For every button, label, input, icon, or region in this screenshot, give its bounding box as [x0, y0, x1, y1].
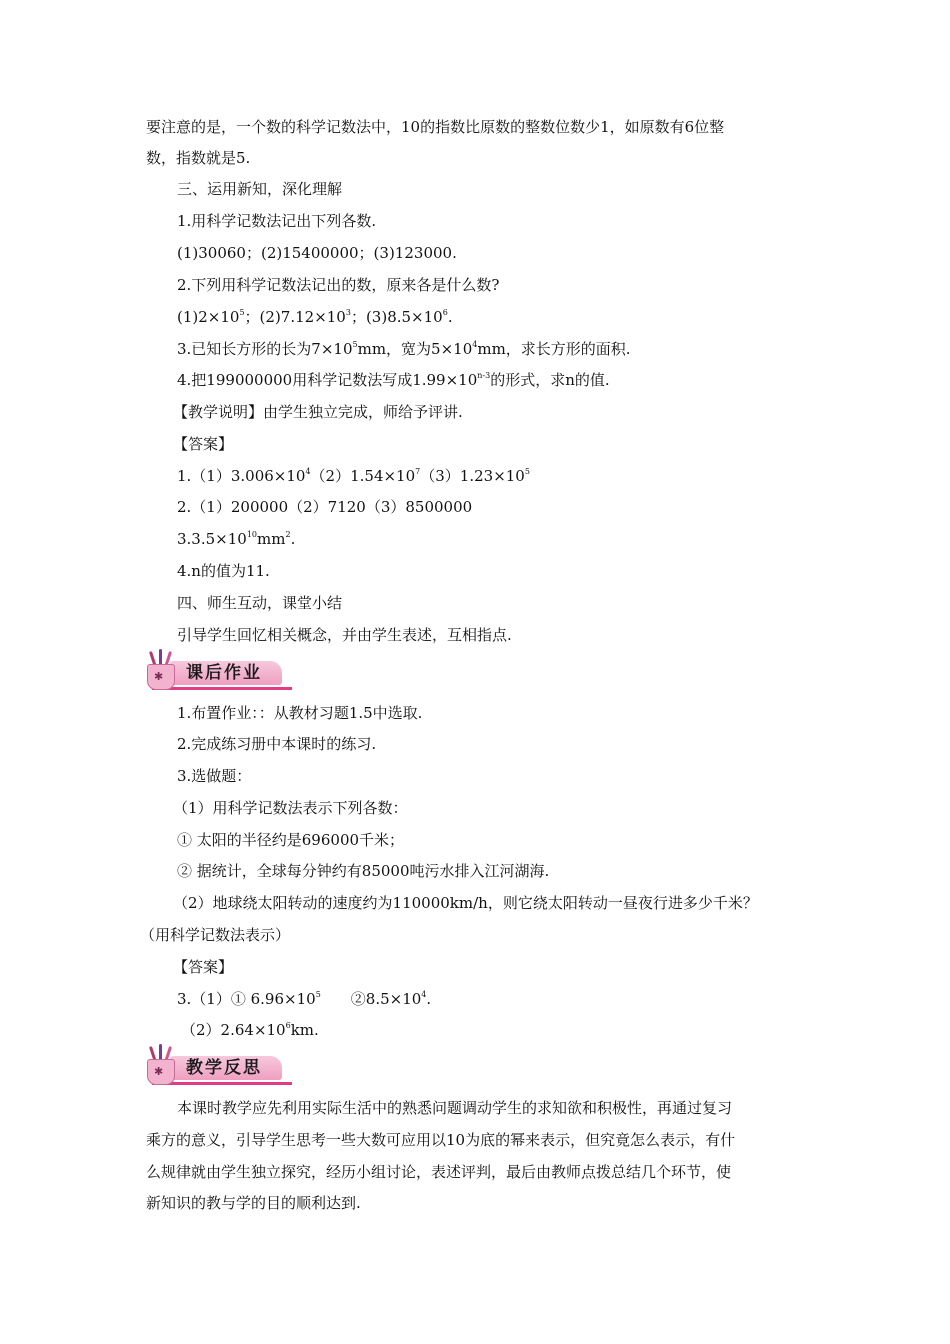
answer-2: 2.（1）200000（2）7120（3）8500000 [177, 498, 473, 516]
star-icon: ✱ [154, 670, 164, 683]
section4-heading: 四、师生互动，课堂小结 [177, 594, 343, 612]
homework-banner [140, 652, 292, 692]
question-1-items: (1)30060；(2)15400000；(3)123000. [177, 244, 457, 262]
homework-2: 2.完成练习册中本课时的练习. [177, 735, 377, 753]
reflection-banner-title: 教学反思 [186, 1058, 262, 1078]
banner-underline [152, 1082, 292, 1085]
banner-underline [152, 687, 292, 690]
reflection-line-4: 新知识的教与学的目的顺利达到. [146, 1194, 361, 1212]
homework-1: 1.布置作业：：从教材习题1.5中选取. [177, 704, 423, 722]
answer-1: $1.(1)3.006\times 10^4(2)1.54\times 10^7(3)1.23\times 10^5$ [177, 467, 530, 485]
answer-3: $3.3.5\times 10^{10}mm^2$. [177, 530, 296, 548]
question-4: 4.把199000000用科学记数法写成$1.99\times 10^{n-3}$的形式，求n的值. [177, 371, 610, 389]
homework-banner-title: 课后作业 [186, 663, 262, 683]
homework-3-part-1: （1）用科学记数法表示下列各数： [173, 799, 408, 817]
intro-line-2: 数，指数就是5. [146, 149, 251, 167]
reflection-banner [140, 1047, 292, 1087]
section4-text: 引导学生回忆相关概念，并由学生表述，互相指点. [177, 626, 512, 644]
homework-answer-2: $(2)2.64\times 10^6km$. [181, 1021, 319, 1039]
reflection-line-2: 乘方的意义，引导学生思考一些大数可应用以10为底的幂来表示，但究竟怎么表示，有什 [146, 1131, 736, 1149]
homework-answer-1: 3.（1）① $6.96\times 10^5$ $②8.5\times 10^4$. [177, 990, 432, 1008]
reflection-line-3: 么规律就由学生独立探究，经历小组讨论，表述评判，最后由教师点拨总结几个环节，使 [146, 1163, 732, 1181]
question-3: 3.已知长方形的长为$7\times 10^5mm$，宽为$5\times 10^4mm$，求长方形的面积. [177, 340, 631, 358]
homework-answer-label: 【答案】 [173, 958, 234, 976]
reflection-line-1: 本课时教学应先利用实际生活中的熟悉问题调动学生的求知欲和积极性，再通过复习 [177, 1099, 733, 1117]
homework-3-part-1a: ① 太阳的半径约是696000千米； [177, 831, 405, 849]
answer-label: 【答案】 [173, 435, 234, 453]
question-2-items: $(1)2\times 10^5$；$(2)7.12\times 10^3$；$(3)8.5\times 10^6$. [177, 308, 453, 326]
homework-3-part-2-cont: （用科学记数法表示） [140, 926, 291, 944]
answer-4: 4.n的值为11. [177, 562, 270, 580]
question-2: 2.下列用科学记数法记出的数，原来各是什么数? [177, 276, 500, 294]
homework-3: 3.选做题： [177, 767, 252, 785]
intro-line-1: 要注意的是，一个数的科学记数法中，10的指数比原数的整数位数少1，如原数有6位整 [146, 118, 725, 136]
teaching-note: 【教学说明】由学生独立完成，师给予评讲. [173, 403, 463, 421]
homework-3-part-2: （2）地球绕太阳转动的速度约为110000km/h，则它绕太阳转动一昼夜行进多少千米？ [173, 894, 758, 912]
star-icon: ✱ [154, 1065, 164, 1078]
section3-heading: 三、运用新知，深化理解 [177, 180, 343, 198]
question-1: 1.用科学记数法记出下列各数. [177, 212, 377, 230]
homework-3-part-1b: ② 据统计，全球每分钟约有85000吨污水排入江河湖海. [177, 862, 550, 880]
